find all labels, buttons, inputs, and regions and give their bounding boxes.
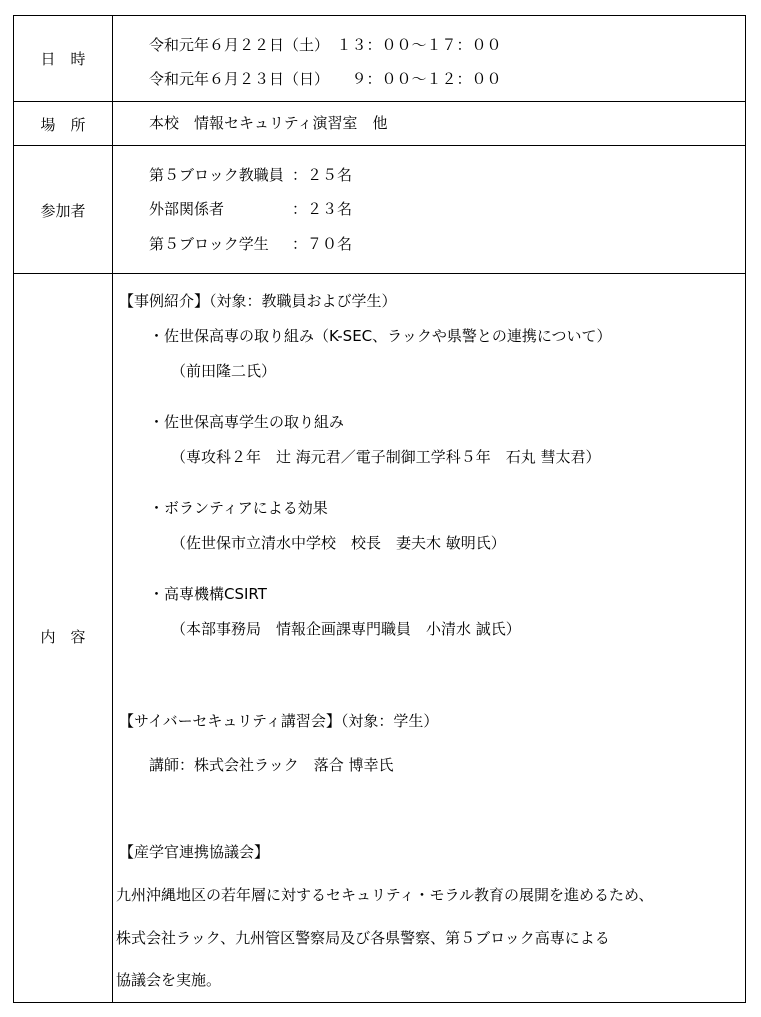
council-line: 九州沖縄地区の若年層に対するセキュリティ・モラル教育の展開を進めるため、 — [116, 886, 654, 904]
case-title: ・佐世保高専の取り組み（K-SEC、ラックや県警との連携について） — [149, 327, 612, 345]
cases-heading: 【事例紹介】（対象：教職員および学生） — [119, 292, 397, 310]
seminar-heading: 【サイバーセキュリティ講習会】（対象：学生） — [119, 712, 439, 730]
case-title: ・ボランティアによる効果 — [149, 499, 328, 517]
label-content: 内 容 — [40, 628, 86, 646]
case-title: ・高専機構CSIRT — [149, 585, 267, 603]
datetime-line-1: 令和元年６月２２日（土） １３：００～１７：００ — [149, 36, 502, 54]
place-value: 本校 情報セキュリティ演習室 他 — [149, 114, 388, 132]
row-participants — [14, 146, 745, 274]
participant-count: ：７０名 — [292, 235, 353, 253]
row-place — [14, 102, 745, 146]
council-line: 協議会を実施。 — [116, 971, 222, 989]
council-heading: 【産学官連携協議会】 — [119, 843, 270, 861]
row-content — [14, 274, 745, 1002]
label-place: 場 所 — [40, 116, 86, 134]
participant-name: 第５ブロック教職員 — [149, 166, 284, 184]
case-title: ・佐世保高専学生の取り組み — [149, 413, 345, 431]
case-presenter: （専攻科２年 辻 海元君／電子制御工学科５年 石丸 彗太君） — [171, 448, 601, 466]
case-presenter: （前田隆二氏） — [171, 362, 277, 380]
datetime-line-2: 令和元年６月２３日（日） ９：００～１２：００ — [149, 70, 502, 88]
label-participants: 参加者 — [40, 202, 86, 220]
participant-count: ：２３名 — [292, 200, 353, 218]
case-presenter: （本部事務局 情報企画課専門職員 小清水 誠氏） — [171, 620, 521, 638]
participant-name: 第５ブロック学生 — [149, 235, 269, 253]
event-summary-table — [13, 15, 746, 1003]
row-datetime — [14, 16, 745, 102]
seminar-lecturer: 講師：株式会社ラック 落合 博幸氏 — [149, 756, 394, 774]
participant-name: 外部関係者 — [149, 200, 225, 218]
label-datetime: 日 時 — [40, 50, 86, 68]
council-line: 株式会社ラック、九州管区警察局及び各県警察、第５ブロック高専による — [116, 929, 610, 947]
participant-count: ：２５名 — [292, 166, 353, 184]
case-presenter: （佐世保市立清水中学校 校長 妻夫木 敏明氏） — [171, 534, 506, 552]
